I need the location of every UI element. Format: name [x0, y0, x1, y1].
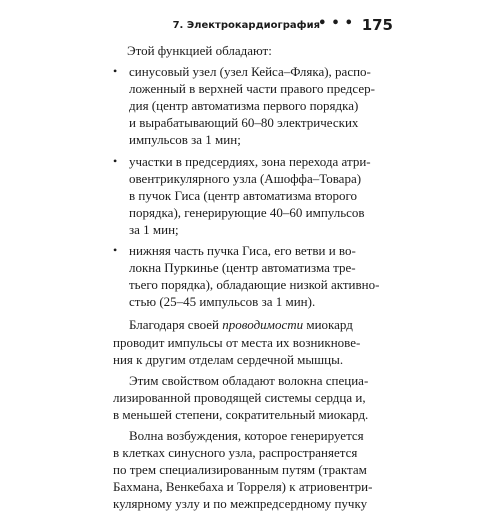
bullet-icon: •	[113, 153, 118, 168]
text-line: участки в предсердиях, зона перехода атри-	[129, 153, 371, 169]
text-line: Этим свойством обладают волокна специа-	[129, 372, 369, 388]
text-line: проводит импульсы от места их возникнове-	[113, 334, 361, 350]
paragraph-conductivity	[113, 316, 393, 333]
text-line	[113, 316, 393, 333]
text-line: за 1 мин;	[129, 221, 179, 237]
text-line: овентрикулярного узла (Ашоффа–Товара)	[129, 170, 362, 186]
text-fragment: Благодаря своей	[129, 317, 223, 333]
text-line: нижняя часть пучка Гиса, его ветви и во-	[129, 243, 356, 259]
text-line: и вырабатывающий 60–80 электрических	[129, 115, 359, 131]
text-line: в меньшей степени, сократительный миокард.	[113, 406, 369, 422]
page-number: 175	[361, 16, 393, 34]
chapter-title: 7. Электрокардиография	[172, 20, 320, 31]
decorative-dots: •••	[318, 16, 358, 31]
intro-line: Этой функцией обладают:	[127, 43, 272, 58]
text-line: лизированной проводящей системы сердца и,	[113, 389, 366, 405]
text-line: в клетках синусного узла, распространяется	[113, 445, 358, 461]
text-line: импульсов за 1 мин;	[129, 132, 241, 148]
text-line: кулярному узлу и по межпредсердному пучку	[113, 496, 368, 512]
book-page	[113, 14, 393, 512]
term-emphasis: проводимости	[222, 317, 304, 333]
text-line: по трем специализированным путям (трактам	[113, 462, 367, 478]
bullet-icon: •	[113, 243, 118, 258]
text-line: локна Пуркинье (центр автоматизма тре-	[129, 260, 356, 276]
list-item-sinus-node	[113, 63, 393, 148]
body-text	[113, 42, 393, 512]
text-line: ния к другим отделам сердечной мышцы.	[113, 351, 344, 367]
list-item-atrial-zones	[113, 153, 393, 238]
pacemaker-list	[113, 63, 393, 310]
text-line: ложенный в верхней части правого предсер-	[129, 81, 375, 97]
text-line: в пучок Гиса (центр автоматизма второго	[129, 187, 357, 203]
text-line: Бахмана, Венкебаха и Торреля) к атриовентри-	[113, 479, 373, 495]
bullet-icon: •	[113, 64, 118, 79]
text-line: тьего порядка), обладающие низкой активно-	[129, 277, 380, 293]
text-line: синусовый узел (узел Кейса–Фляка), распо-	[129, 64, 371, 80]
text-line: стью (25–45 импульсов за 1 мин).	[129, 294, 316, 310]
text-line: порядка), генерирующие 40–60 импульсов	[129, 204, 365, 220]
text-line: Волна возбуждения, которое генерируется	[129, 427, 364, 443]
list-item-his-bundle	[113, 242, 393, 310]
text-fragment: миокард	[303, 317, 353, 333]
paragraph-excitation-wave	[113, 427, 393, 512]
paragraph-conduction-system	[113, 372, 393, 423]
running-head	[113, 14, 393, 38]
paragraph-conductivity-cont	[113, 334, 393, 368]
text-line: дия (центр автоматизма первого порядка)	[129, 98, 359, 114]
